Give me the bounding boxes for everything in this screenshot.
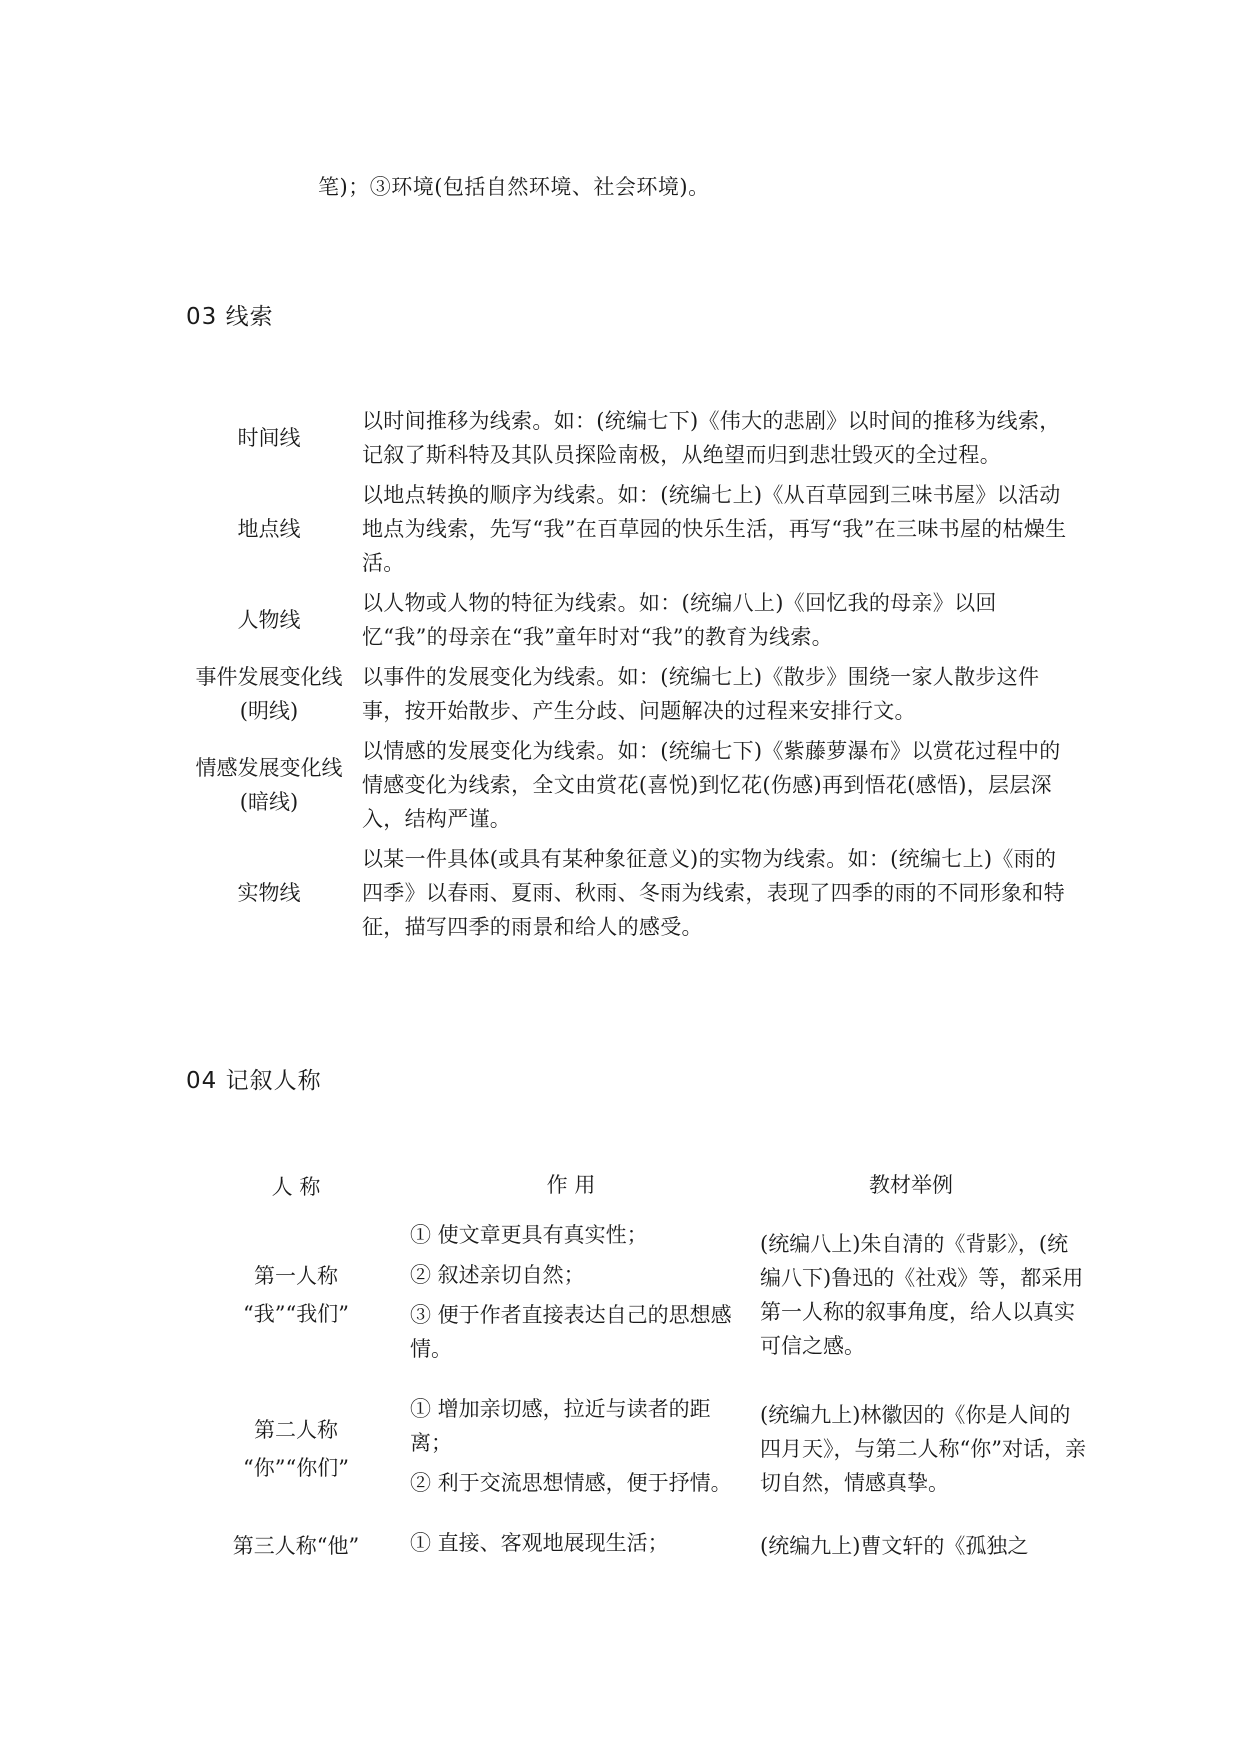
clue-label: 人物线: [237, 608, 301, 632]
example-cell: (统编八上)朱自清的《背影》，(统编八下)鲁迅的《社戏》等，都采用第一人称的叙事角度，给人以真实可信之感。: [760, 1232, 1084, 1358]
effect-item: ② 利于交流思想情感，便于抒情。: [410, 1471, 732, 1495]
table-row: [186, 1392, 1086, 1506]
clue-row-place: [186, 478, 1076, 580]
clue-description: 以事件的发展变化为线索。如：(统编七上)《散步》围绕一家人散步这件事，按开始散步、产生分歧、问题解决的过程来安排行文。: [362, 665, 1040, 723]
clue-label: 实物线: [237, 881, 301, 905]
clue-description: 以某一件具体(或具有某种象征意义)的实物为线索。如：(统编七上)《雨的四季》以春雨、夏雨、秋雨、冬雨为线索，表现了四季的雨的不同形象和特征，描写四季的雨景和给人的感受。: [362, 847, 1065, 939]
effect-item: ③ 便于作者直接表达自己的思想感情。: [410, 1303, 732, 1361]
effect-cell: [406, 1392, 740, 1506]
table-row: [186, 1526, 1086, 1566]
clue-row-event: [186, 660, 1076, 728]
header-effect: 作 用: [546, 1173, 596, 1197]
person-cell: [186, 1257, 406, 1333]
header-example: 教材举例: [869, 1173, 953, 1197]
person-name: 第三人称“他”: [232, 1534, 360, 1558]
clue-description: 以人物或人物的特征为线索。如：(统编八上)《回忆我的母亲》以回忆“我”的母亲在“我”童年时对“我”的教育为线索。: [362, 591, 997, 649]
effect-item: ② 叙述亲切自然；: [410, 1263, 585, 1287]
clue-description: 以地点转换的顺序为线索。如：(统编七上)《从百草园到三味书屋》以活动地点为线索，先写“我”在百草园的快乐生活，再写“我”在三味书屋的枯燥生活。: [362, 483, 1067, 575]
effect-cell: [406, 1218, 740, 1372]
person-cell: [186, 1411, 406, 1487]
person-cell: [186, 1527, 406, 1565]
clue-row-character: [186, 586, 1076, 654]
person-name: 第二人称: [254, 1418, 338, 1442]
table-row: [186, 1218, 1086, 1372]
example-cell: (统编九上)林徽因的《你是人间的四月天》，与第二人称“你”对话，亲切自然，情感真挚。: [760, 1403, 1086, 1495]
section-title-clues: 03 线索: [186, 304, 274, 330]
person-pronouns: “我”“我们”: [243, 1302, 349, 1326]
effect-item: ① 使文章更具有真实性；: [410, 1223, 648, 1247]
clue-row-time: [186, 404, 1076, 472]
clue-label: 地点线: [237, 517, 301, 541]
clue-table: [186, 404, 1076, 950]
clue-row-object: [186, 842, 1076, 944]
person-table: [186, 1168, 1086, 1586]
clue-label: 情感发展变化线(暗线): [195, 756, 343, 814]
clue-row-emotion: [186, 734, 1076, 836]
clue-label: 事件发展变化线(明线): [195, 665, 343, 723]
table-header: [186, 1168, 1086, 1206]
effect-item: ① 增加亲切感，拉近与读者的距离；: [410, 1397, 711, 1455]
example-cell: (统编九上)曹文轩的《孤独之: [760, 1534, 1029, 1558]
continuation-text: 笔)；③环境(包括自然环境、社会环境)。: [318, 175, 710, 199]
effect-cell: [406, 1526, 740, 1566]
clue-description: 以时间推移为线索。如：(统编七下)《伟大的悲剧》以时间的推移为线索，记叙了斯科特及其队员探险南极，从绝望而归到悲壮毁灭的全过程。: [362, 409, 1061, 467]
clue-label: 时间线: [237, 426, 301, 450]
effect-item: ① 直接、客观地展现生活；: [410, 1531, 669, 1555]
clue-description: 以情感的发展变化为线索。如：(统编七下)《紫藤萝瀑布》以赏花过程中的情感变化为线索，全文由赏花(喜悦)到忆花(伤感)再到悟花(感悟)，层层深入，结构严谨。: [362, 739, 1061, 831]
person-pronouns: “你”“你们”: [243, 1456, 349, 1480]
header-person: 人 称: [271, 1175, 321, 1199]
section-title-narrative-person: 04 记叙人称: [186, 1068, 322, 1094]
person-name: 第一人称: [254, 1264, 338, 1288]
